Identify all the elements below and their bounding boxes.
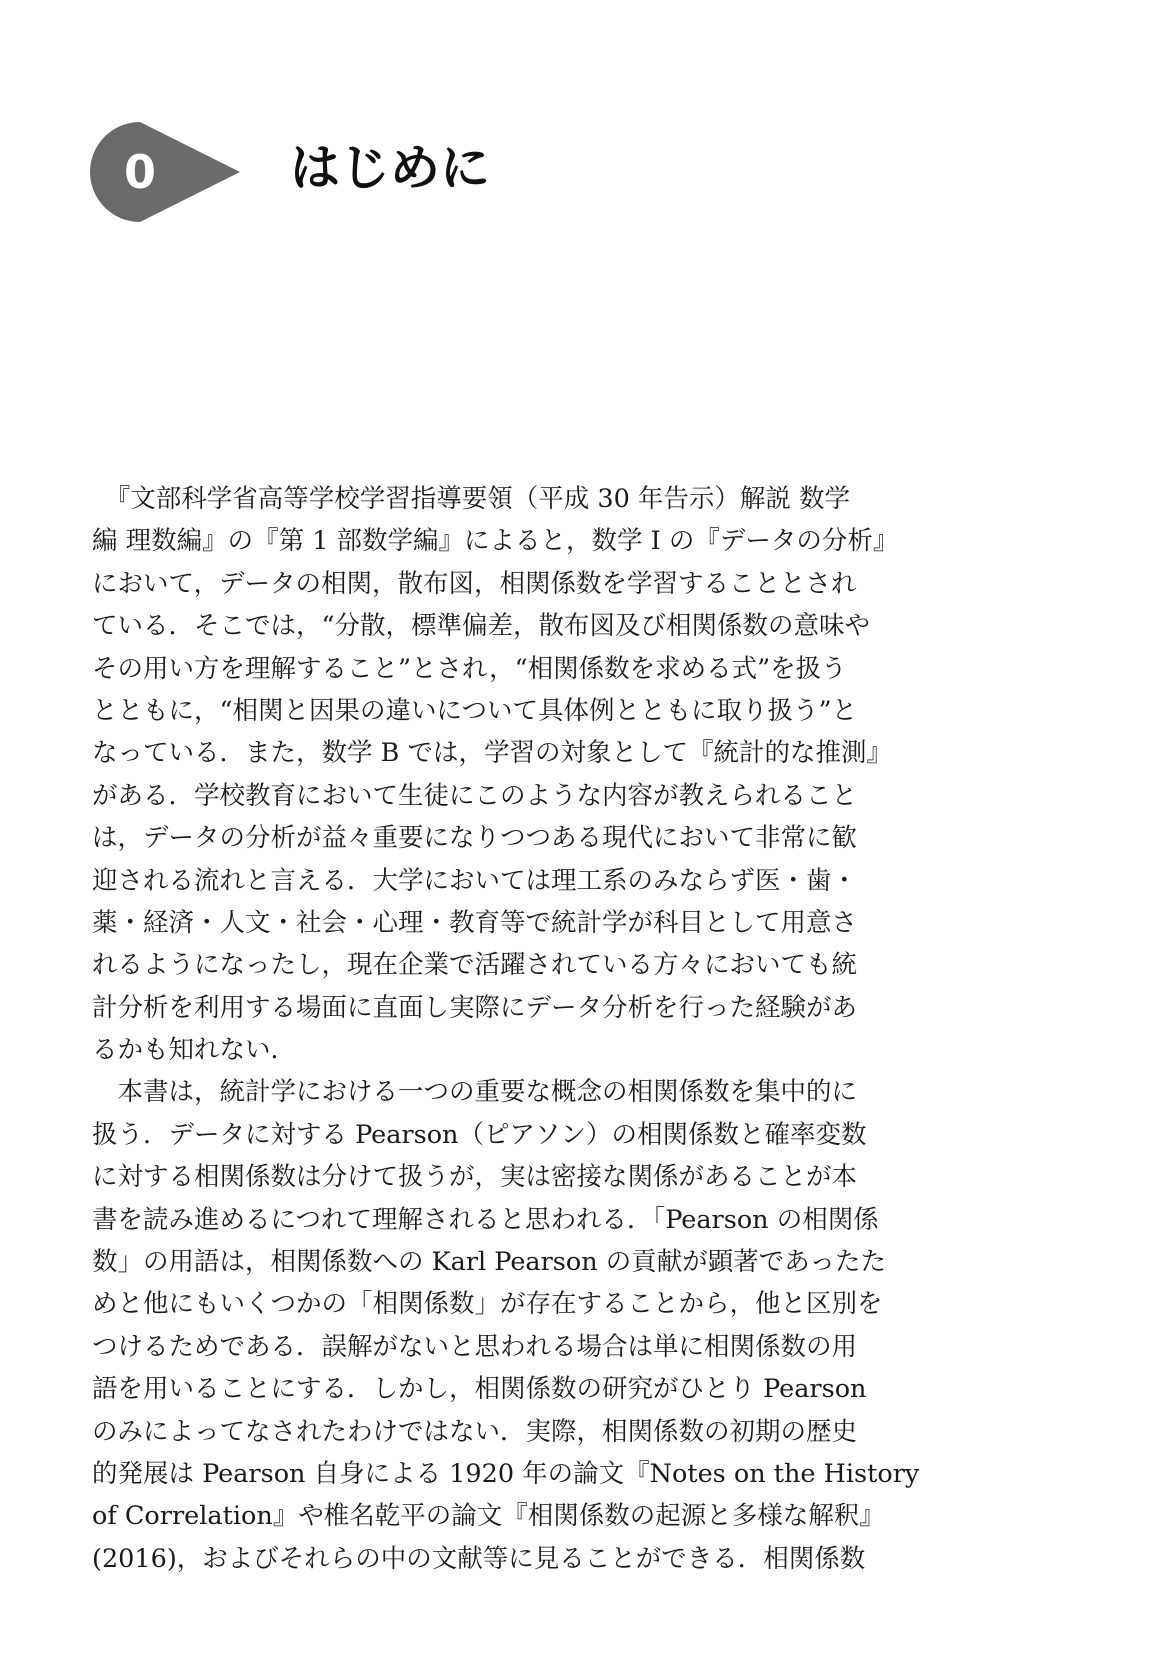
- text-line: 迎される流れと言える．大学においては理工系のみならず医・歯・: [92, 865, 858, 896]
- text-line: 書を読み進めるにつれて理解されると思われる．「Pearson の相関係: [92, 1204, 879, 1235]
- text-line: 『文部科学省高等学校学習指導要領（平成 30 年告示）解説 数学: [92, 484, 851, 514]
- text-line: (2016)，およびそれらの中の文献等に見ることができる．相関係数: [92, 1543, 866, 1574]
- text-line: その用い方を理解すること”とされ，“相関係数を求める式”を扱う: [92, 653, 847, 684]
- text-line: of Correlation』や椎名乾平の論文『相関係数の起源と多様な解釈』: [92, 1501, 885, 1532]
- text-line: るかも知れない．: [92, 1035, 297, 1066]
- text-line: れるようになったし，現在企業で活躍されている方々においても統: [92, 950, 858, 981]
- chapter-number: 0: [123, 145, 156, 199]
- text-line: 数」の用語は，相関係数への Karl Pearson の貢献が顕著であったた: [92, 1247, 887, 1278]
- text-line: がある．学校教育において生徒にこのような内容が教えられること: [92, 780, 858, 811]
- text-line: に対する相関係数は分けて扱うが，実は密接な関係があることが本: [92, 1162, 858, 1193]
- text-line: つけるためである．誤解がないと思われる場合は単に相関係数の用: [92, 1331, 858, 1362]
- text-line: なっている．また，数学 B では，学習の対象として『統計的な推測』: [92, 738, 892, 769]
- text-line: とともに，“相関と因果の違いについて具体例とともに取り扱う”と: [92, 695, 858, 726]
- text-line: 語を用いることにする．しかし，相関係数の研究がひとり Pearson: [92, 1374, 867, 1405]
- chapter-badge: [90, 122, 250, 222]
- chapter-title: はじめに: [290, 139, 490, 197]
- text-line: 編 理数編』の『第 1 部数学編』によると，数学 I の『データの分析』: [92, 526, 899, 557]
- text-line: 薬・経済・人文・社会・心理・教育等で統計学が科目として用意さ: [92, 907, 858, 938]
- text-line: ている．そこでは，“分散，標準偏差，散布図及び相関係数の意味や: [92, 611, 871, 642]
- text-line: のみによってなされたわけではない．実際，相関係数の初期の歴史: [92, 1416, 858, 1447]
- text-line: 的発展は Pearson 自身による 1920 年の論文『Notes on the History: [92, 1458, 920, 1489]
- text-line: において，データの相関，散布図，相関係数を学習することとされ: [92, 568, 857, 599]
- text-line: 扱う．データに対する Pearson（ピアソン）の相関係数と確率変数: [92, 1119, 867, 1150]
- body-text: [92, 478, 920, 1580]
- text-line: 計分析を利用する場面に直面し実際にデータ分析を行った経験があ: [92, 992, 858, 1023]
- text-line: めと他にもいくつかの「相関係数」が存在することから，他と区別を: [92, 1289, 883, 1320]
- text-line: は，データの分析が益々重要になりつつある現代において非常に歓: [92, 823, 858, 854]
- text-line: 本書は，統計学における一つの重要な概念の相関係数を集中的に: [92, 1077, 858, 1108]
